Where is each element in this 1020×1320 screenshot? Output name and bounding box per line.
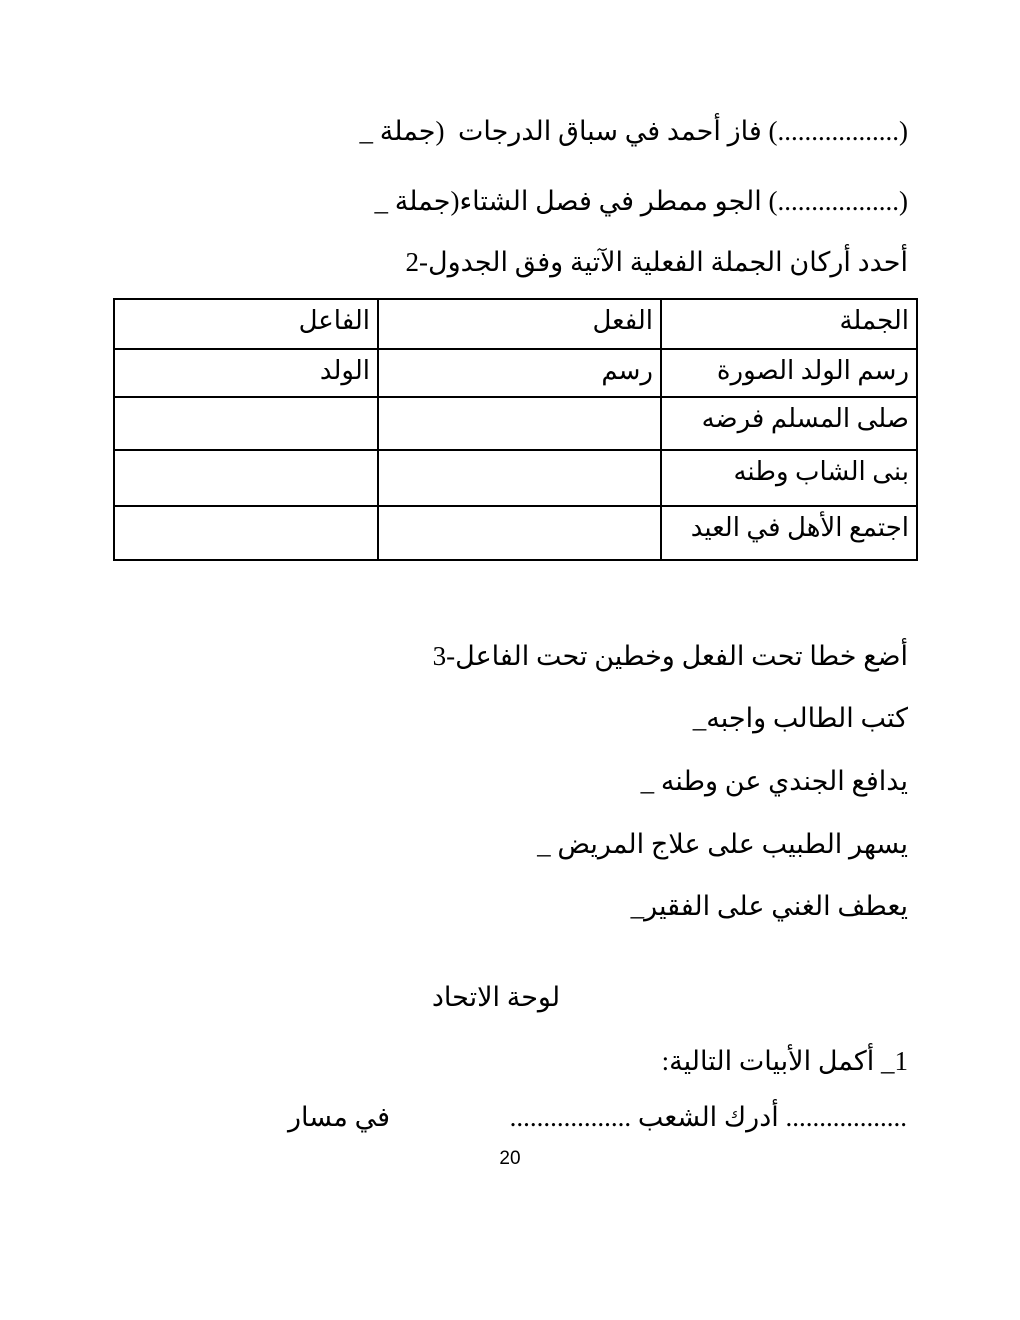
table-cell-subject: الولد: [114, 349, 378, 397]
page-number: 20: [499, 1148, 521, 1169]
exercise-3-sentence: كتب الطالب واجبه_: [692, 703, 908, 733]
poem-title: لوحة الاتحاد: [431, 982, 561, 1012]
exercise-3-sentence: يسهر الطبيب على علاج المريض _: [537, 829, 908, 859]
table-row: [114, 397, 917, 450]
table-cell-sentence: صلى المسلم فرضه: [661, 397, 917, 450]
table-cell-sentence: اجتمع الأهل في العيد: [661, 506, 917, 560]
table-cell-subject: [114, 506, 378, 560]
table-header-sentence: الجملة: [661, 299, 917, 349]
fill-blank-line-2: (..................) الجو ممطر في فصل الشتاء(جملة _: [374, 186, 908, 216]
poem-verse-line: [288, 1102, 907, 1133]
table-cell-verb: [378, 506, 661, 560]
table-header-verb: الفعل: [378, 299, 661, 349]
table-header-row: [114, 299, 917, 349]
exercise-3-sentence: يدافع الجندي عن وطنه _: [640, 766, 908, 796]
table-cell-verb: [378, 450, 661, 506]
table-cell-verb: [378, 397, 661, 450]
poem-verse-second-hemistich: في مسار: [288, 1102, 390, 1132]
table-row: [114, 450, 917, 506]
poem-verse-first-hemistich: .................. أدرك الشعب ..................: [509, 1102, 907, 1132]
table-row: [114, 506, 917, 560]
table-header-subject: الفاعل: [114, 299, 378, 349]
table-cell-subject: [114, 450, 378, 506]
fill-blank-line-1: (..................) فاز أحمد في سباق الدرجات (جملة _: [359, 116, 908, 146]
exercise-3-sentence: يعطف الغني على الفقير_: [630, 891, 908, 921]
exercise-3-heading: أضع خطا تحت الفعل وخطين تحت الفاعل-3: [432, 641, 908, 671]
table-cell-sentence: بنى الشاب وطنه: [661, 450, 917, 506]
table-cell-sentence: رسم الولد الصورة: [661, 349, 917, 397]
sentence-parts-table: [113, 298, 918, 561]
exercise-2-heading: أحدد أركان الجملة الفعلية الآتية وفق الجدول-2: [405, 247, 908, 277]
table-row: [114, 349, 917, 397]
table-cell-subject: [114, 397, 378, 450]
table-cell-verb: رسم: [378, 349, 661, 397]
poem-instruction: 1_ أكمل الأبيات التالية:: [661, 1046, 908, 1076]
